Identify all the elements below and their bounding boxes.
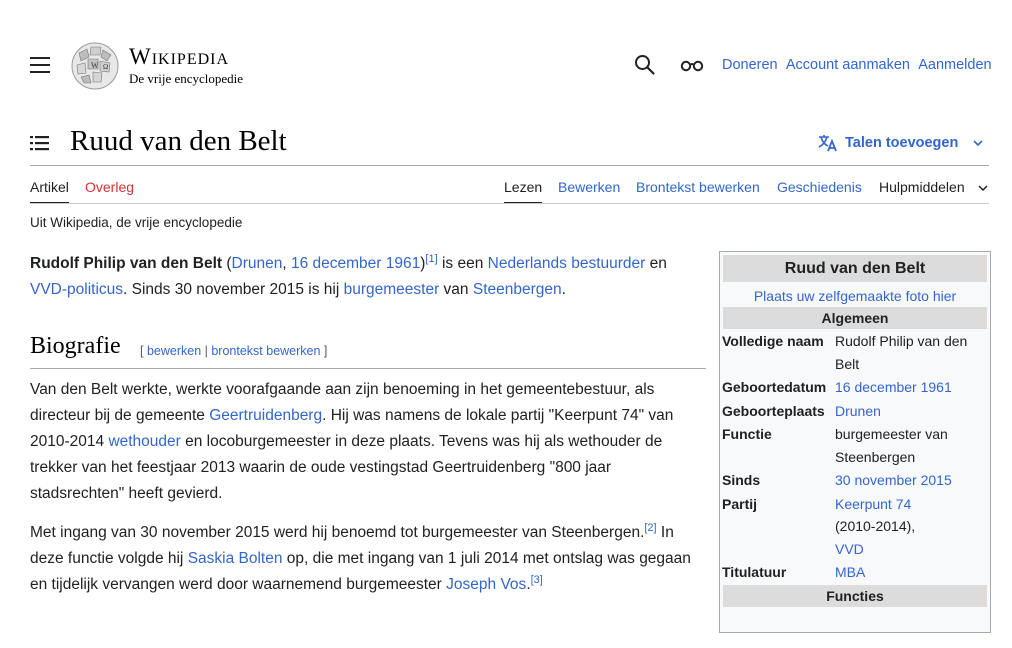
section-source-edit-link[interactable]: brontekst bewerken	[211, 344, 321, 358]
appearance-glasses-icon[interactable]	[680, 58, 704, 72]
site-subtitle: Uit Wikipedia, de vrije encyclopedie	[30, 215, 243, 230]
text: is een	[437, 255, 488, 272]
text: van	[439, 281, 473, 298]
joseph-vos-link[interactable]: Joseph Vos	[446, 576, 527, 593]
section-divider	[30, 368, 706, 369]
tab-history[interactable]: Geschiedenis	[777, 179, 862, 195]
infobox-row	[720, 400, 990, 423]
page-title: Ruud van den Belt	[70, 125, 287, 157]
text: .	[561, 281, 566, 298]
infobox-party-keerpunt-link[interactable]: Keerpunt 74	[835, 495, 912, 512]
vvd-politicus-link[interactable]: VVD-politicus	[30, 281, 124, 298]
infobox-row	[720, 493, 990, 561]
text: )	[420, 255, 426, 272]
personal-tools	[722, 57, 997, 73]
infobox-party-vvd-link[interactable]: VVD	[835, 540, 864, 557]
infobox-label: Geboorteplaats	[722, 402, 825, 419]
tab-tools[interactable]	[879, 179, 989, 195]
create-account-link[interactable]: Account aanmaken	[785, 57, 910, 73]
infobox-label: Geboortedatum	[722, 379, 827, 395]
birthplace-link[interactable]: Drunen	[231, 255, 283, 272]
text: op, die met ingang van 1 juli 2014 met ontslag was gegaan en tijdelijk vervangen werd door waarnemend burgemeester	[30, 550, 691, 593]
menu-icon-line	[30, 71, 50, 73]
tab-edit-source[interactable]: Brontekst bewerken	[636, 179, 760, 195]
text: ,	[282, 255, 291, 272]
text: Van den Belt werkte, werkte voorafgaande aan zijn benoeming in het gemeentebestuur, als directeur bij de gemeente	[30, 381, 655, 424]
menu-icon-line	[30, 64, 50, 66]
table-of-contents-icon[interactable]	[30, 135, 50, 151]
intro-paragraph	[30, 251, 706, 303]
translate-icon	[818, 134, 839, 152]
bracket: ]	[320, 344, 328, 358]
wikipedia-globe-logo[interactable]	[69, 41, 121, 89]
logo-tagline: De vrije encyclopedie	[129, 71, 244, 86]
saskia-bolten-link[interactable]: Saskia Bolten	[187, 550, 283, 567]
text: . Hij was namens de lokale partij "Keerpunt 74" van 2010-2014	[30, 407, 674, 450]
login-link[interactable]: Aanmelden	[918, 57, 992, 73]
text: . Sinds 30 november 2015 is hij	[123, 281, 344, 298]
steenbergen-link[interactable]: Steenbergen	[472, 281, 562, 298]
tools-label: Hulpmiddelen	[879, 179, 965, 195]
search-icon[interactable]	[634, 54, 656, 76]
infobox-row	[720, 423, 990, 468]
text: In deze functie volgde hij	[30, 524, 674, 567]
svg-text:W: W	[91, 61, 99, 70]
chevron-down-icon	[972, 139, 984, 147]
infobox	[719, 251, 991, 633]
infobox-section-functions: Functies	[723, 585, 987, 607]
bracket: [	[140, 344, 147, 358]
donate-link[interactable]: Doneren	[722, 57, 778, 73]
infobox-row	[720, 330, 990, 375]
text: en locoburgemeester in deze plaats. Tevens was hij als wethouder de trekker van het feestjaar 2013 waarin de oude vestingstad Geertruidenberg "800 jaar stadsrechten" heeft gevierd.	[30, 433, 663, 502]
infobox-birthplace-link[interactable]: Drunen	[835, 402, 881, 419]
infobox-row	[720, 561, 990, 584]
infobox-image-placeholder-link[interactable]: Plaats uw zelfgemaakte foto hier	[753, 288, 957, 304]
bestuurder-link[interactable]: Nederlands bestuurder	[487, 255, 646, 272]
infobox-party-period: (2010-2014),	[835, 518, 916, 534]
infobox-row	[720, 376, 990, 399]
tab-talk[interactable]: Overleg	[85, 179, 135, 195]
tab-read[interactable]: Lezen	[504, 179, 542, 204]
infobox-title: Ruud van den Belt	[723, 255, 987, 282]
add-languages-label: Talen toevoegen	[845, 135, 959, 151]
geertruidenberg-link[interactable]: Geertruidenberg	[209, 407, 323, 424]
bio-paragraph-2	[30, 520, 706, 598]
infobox-title-link[interactable]: MBA	[835, 564, 866, 580]
tab-article[interactable]: Artikel	[30, 179, 69, 204]
infobox-birthdate-link[interactable]: 16 december 1961	[835, 379, 952, 395]
birthdate-link[interactable]: 16 december 1961	[290, 255, 421, 272]
chevron-down-icon	[977, 184, 989, 192]
svg-text:Ω: Ω	[103, 63, 109, 71]
infobox-label: Functie	[722, 426, 772, 442]
reference-2[interactable]: [2]	[644, 521, 657, 534]
burgemeester-link[interactable]: burgemeester	[343, 281, 440, 298]
infobox-label: Partij	[722, 495, 758, 512]
biography-text	[30, 377, 706, 611]
tab-edit[interactable]: Bewerken	[558, 179, 621, 195]
menu-icon	[30, 57, 50, 59]
infobox-section-general: Algemeen	[723, 307, 987, 329]
infobox-value: Rudolf Philip van den Belt	[835, 333, 968, 372]
main-menu-button[interactable]	[30, 57, 50, 73]
section-heading-biografie: Biografie	[30, 333, 121, 359]
infobox-label: Titulatuur	[722, 564, 787, 580]
tabs-divider	[30, 203, 989, 204]
wethouder-link[interactable]: wethouder	[108, 433, 181, 450]
subject-name: Rudolf Philip van den Belt	[30, 255, 223, 272]
section-edit-links	[140, 344, 327, 358]
separator: |	[201, 344, 212, 358]
text: (	[222, 255, 232, 272]
logo-title: Wikipedia	[129, 44, 230, 69]
infobox-row	[720, 469, 990, 492]
text: Met ingang van 30 november 2015 werd hij benoemd tot burgemeester van Steenbergen.	[30, 524, 645, 541]
infobox-since-link[interactable]: 30 november 2015	[835, 472, 952, 488]
reference-1[interactable]: [1]	[425, 252, 438, 265]
infobox-label: Sinds	[722, 472, 761, 488]
section-edit-link[interactable]: bewerken	[146, 344, 202, 358]
text: .	[526, 576, 531, 593]
add-languages-button[interactable]	[818, 134, 990, 152]
title-divider	[30, 165, 989, 166]
bio-paragraph-1	[30, 377, 706, 507]
wikipedia-wordmark[interactable]	[129, 44, 243, 87]
reference-3[interactable]: [3]	[530, 573, 543, 586]
text: en	[645, 255, 667, 272]
infobox-label: Volledige naam	[722, 333, 824, 349]
infobox-value: burgemeester van Steenbergen	[835, 426, 948, 465]
